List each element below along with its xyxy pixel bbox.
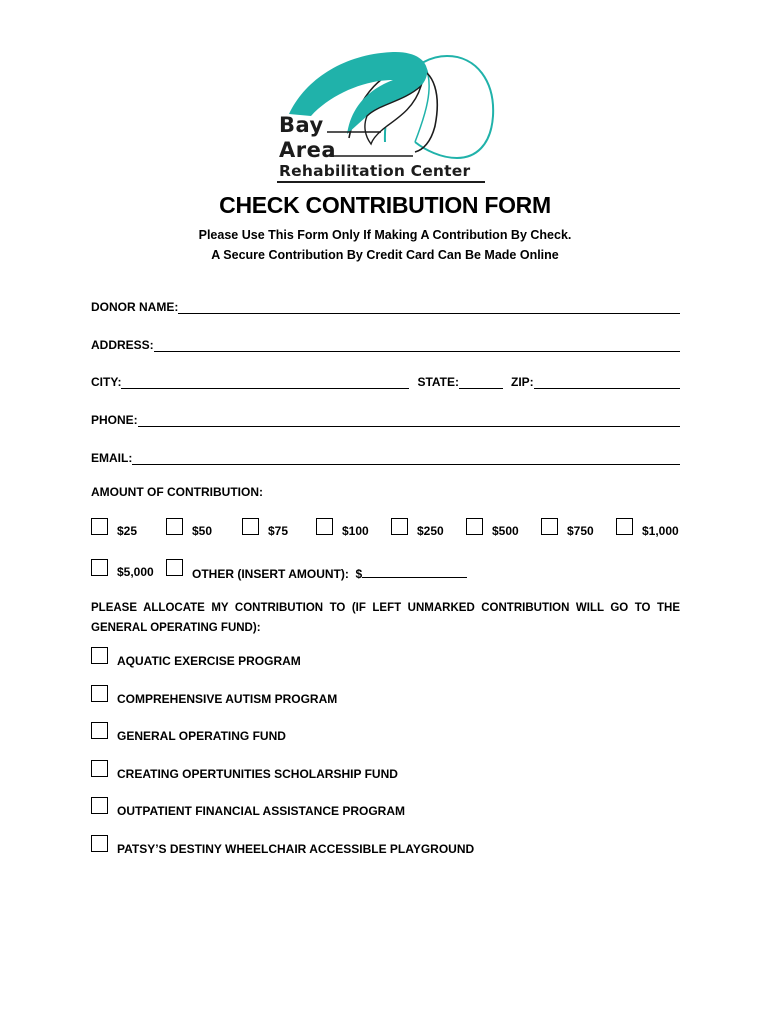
amount-other-row: [192, 565, 467, 581]
email-row: [91, 447, 680, 465]
amount-heading: AMOUNT OF CONTRIBUTION:: [91, 485, 263, 499]
amount-50-checkbox[interactable]: [166, 518, 183, 535]
donor-name-field[interactable]: [178, 299, 680, 314]
amount-750-label: $750: [567, 524, 594, 538]
phone-label: PHONE:: [91, 413, 138, 427]
program-aquatic-label: AQUATIC EXERCISE PROGRAM: [117, 654, 301, 668]
program-autism-label: COMPREHENSIVE AUTISM PROGRAM: [117, 692, 338, 706]
zip-label: ZIP:: [511, 375, 534, 389]
donor-name-label: DONOR NAME:: [91, 300, 179, 314]
program-scholarship-checkbox[interactable]: [91, 760, 108, 777]
amount-1000-label: $1,000: [642, 524, 679, 538]
amount-75-checkbox[interactable]: [242, 518, 259, 535]
amount-5000-label: $5,000: [117, 565, 154, 579]
program-scholarship-label: CREATING OPERTUNITIES SCHOLARSHIP FUND: [117, 767, 398, 781]
form-subtitle-check: Please Use This Form Only If Making A Contribution By Check.: [198, 228, 572, 242]
amount-25-label: $25: [117, 524, 138, 538]
email-field[interactable]: [132, 450, 680, 465]
amount-50-label: $50: [192, 524, 213, 538]
address-field[interactable]: [154, 337, 680, 352]
program-general-fund-label: GENERAL OPERATING FUND: [117, 729, 286, 743]
program-playground-checkbox[interactable]: [91, 835, 108, 852]
amount-other-checkbox[interactable]: [166, 559, 183, 576]
program-autism-checkbox[interactable]: [91, 685, 108, 702]
amount-25-checkbox[interactable]: [91, 518, 108, 535]
program-playground-label: PATSY’S DESTINY WHEELCHAIR ACCESSIBLE PLAYGROUND: [117, 842, 475, 856]
bay-area-rehab-logo: [275, 46, 500, 188]
amount-other-currency: $: [355, 567, 363, 581]
allocation-instructions: PLEASE ALLOCATE MY CONTRIBUTION TO (IF LEFT UNMARKED CONTRIBUTION WILL GO TO THE GENERAL OPERATING FUND):: [91, 602, 680, 634]
state-label: STATE:: [417, 375, 460, 389]
logo-text-rehab-center: Rehabilitation Center: [279, 162, 471, 180]
form-title: CHECK CONTRIBUTION FORM: [219, 192, 551, 218]
amount-250-label: $250: [417, 524, 444, 538]
program-aquatic-checkbox[interactable]: [91, 647, 108, 664]
donor-name-row: [91, 296, 680, 314]
program-outpatient-checkbox[interactable]: [91, 797, 108, 814]
logo-text-bay: Bay: [279, 113, 324, 137]
city-label: CITY:: [91, 375, 122, 389]
address-row: [91, 334, 680, 352]
address-label: ADDRESS:: [91, 338, 154, 352]
zip-field[interactable]: [534, 374, 680, 389]
amount-75-label: $75: [268, 524, 289, 538]
amount-100-checkbox[interactable]: [316, 518, 333, 535]
amount-500-checkbox[interactable]: [466, 518, 483, 535]
amount-other-label: OTHER (INSERT AMOUNT):: [192, 567, 349, 581]
state-field[interactable]: [459, 374, 503, 389]
amount-100-label: $100: [342, 524, 369, 538]
city-state-zip-row: [91, 371, 680, 389]
program-general-fund-checkbox[interactable]: [91, 722, 108, 739]
amount-500-label: $500: [492, 524, 519, 538]
program-outpatient-label: OUTPATIENT FINANCIAL ASSISTANCE PROGRAM: [117, 804, 405, 818]
amount-5000-checkbox[interactable]: [91, 559, 108, 576]
phone-row: [91, 409, 680, 427]
amount-750-checkbox[interactable]: [541, 518, 558, 535]
email-label: EMAIL:: [91, 451, 133, 465]
amount-1000-checkbox[interactable]: [616, 518, 633, 535]
logo-text-area: Area: [279, 138, 337, 162]
city-field[interactable]: [121, 374, 409, 389]
amount-other-field[interactable]: [362, 565, 467, 578]
amount-250-checkbox[interactable]: [391, 518, 408, 535]
form-subtitle-online: A Secure Contribution By Credit Card Can Be Made Online: [211, 248, 559, 262]
phone-field[interactable]: [138, 412, 680, 427]
